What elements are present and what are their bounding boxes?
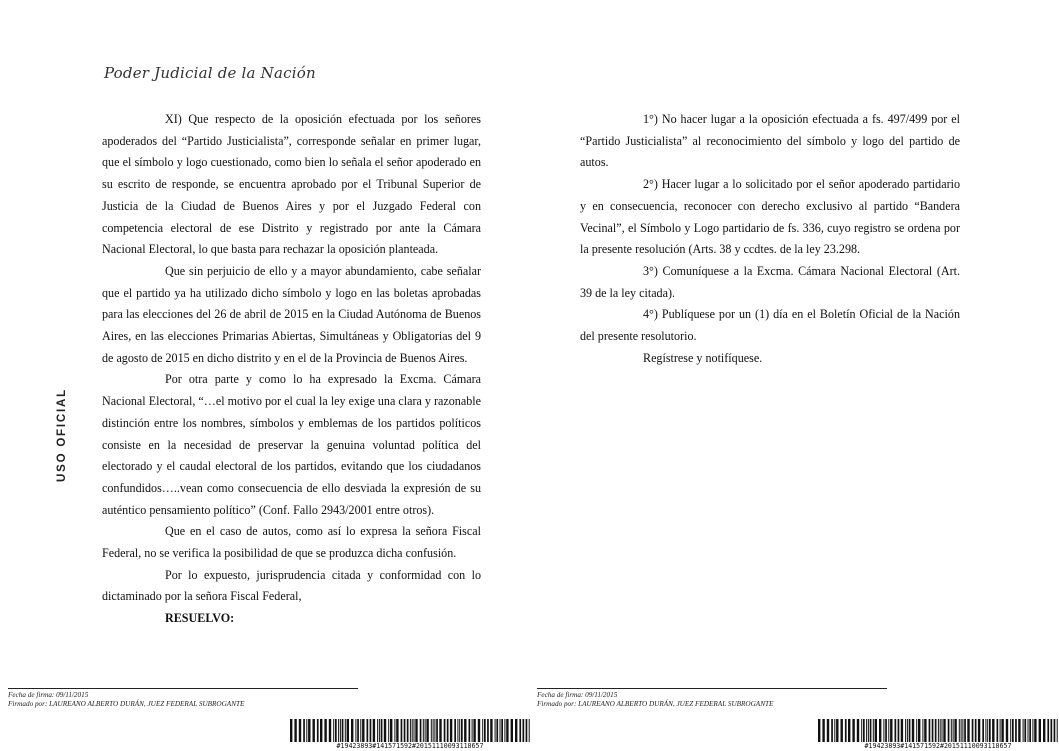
barcode-stripe [1039, 719, 1041, 742]
barcode-stripe [890, 719, 892, 742]
barcode-stripe [434, 719, 435, 742]
barcode-stripe [439, 719, 441, 742]
barcode-stripe [496, 719, 498, 742]
barcode-stripe [335, 719, 337, 742]
barcode-stripe [1054, 719, 1056, 742]
barcode-stripe [929, 719, 931, 742]
signature-date: Fecha de firma: 09/11/2015 [8, 691, 89, 699]
barcode-stripe [329, 719, 331, 742]
barcode-stripe [515, 719, 517, 742]
barcode-stripe [469, 719, 471, 742]
barcode-stripe [845, 719, 847, 742]
barcode-stripe [450, 719, 452, 742]
barcode-stripe [529, 719, 530, 742]
barcode-text: #19423893#141571592#20151110093118657 [336, 742, 484, 750]
signature-footer-left [8, 688, 358, 708]
barcode-stripe [964, 719, 966, 742]
barcode-stripe [504, 719, 505, 742]
barcode-stripe [1000, 719, 1001, 742]
signature-date: Fecha de firma: 09/11/2015 [537, 691, 618, 699]
barcode-stripe [1047, 719, 1049, 742]
barcode-stripe [861, 719, 862, 742]
barcode-stripe [290, 719, 292, 742]
barcode-stripe [972, 719, 974, 742]
barcode-stripe [303, 719, 305, 742]
barcode-stripe [1051, 719, 1053, 742]
signature-signer: Firmado por: LAUREANO ALBERTO DURÁN, JUEZ FEDERAL SUBROGANTE [8, 699, 245, 708]
barcode-stripe [338, 719, 339, 742]
barcode-stripe [888, 719, 889, 742]
barcode-stripe [484, 719, 486, 742]
barcode-stripe [473, 719, 475, 742]
barcode-stripe [347, 719, 349, 742]
barcode-stripe [938, 719, 939, 742]
barcode-stripe [436, 719, 438, 742]
barcode-stripe [324, 719, 326, 742]
barcode-stripe [423, 719, 424, 742]
barcode-stripe [982, 719, 984, 742]
barcode-stripe [834, 719, 835, 742]
right-column [580, 109, 960, 369]
barcode-stripe [482, 719, 483, 742]
barcode-stripe [414, 719, 415, 742]
barcode-stripe [394, 719, 395, 742]
barcode-stripe [907, 719, 908, 742]
barcode-stripe [912, 719, 914, 742]
barcode-stripe [355, 719, 356, 742]
barcode-stripe [490, 719, 492, 742]
barcode-stripe [818, 719, 820, 742]
barcode-stripe [342, 719, 344, 742]
barcode-stripe [1006, 719, 1008, 742]
barcode-stripe [320, 719, 322, 742]
left-column [102, 109, 481, 630]
barcode-stripe [426, 719, 428, 742]
barcode-stripe [412, 719, 413, 742]
barcode-stripe [848, 719, 850, 742]
resolution-item-1: 1°) No hacer lugar a la oposición efectuada a fs. 497/499 por el “Partido Justicialista” al reconocimiento del símbolo y logo del partido de autos. [580, 112, 960, 170]
barcode-stripe [501, 719, 503, 742]
barcode-stripe [367, 719, 369, 742]
resolution-closing: Regístrese y notifíquese. [643, 350, 763, 365]
barcode-stripe [433, 719, 434, 742]
barcode-stripe [308, 719, 310, 742]
barcode-stripe [922, 719, 923, 742]
barcode-stripe [831, 719, 833, 742]
page-header-title: Poder Judicial de la Nación [104, 64, 316, 82]
barcode-stripe [519, 719, 521, 742]
barcode-stripe [1023, 719, 1024, 742]
barcode-stripe [487, 719, 489, 742]
barcode-stripe [895, 719, 897, 742]
barcode-stripe [975, 719, 977, 742]
barcode-stripe [953, 719, 954, 742]
barcode-bars [290, 719, 530, 742]
barcode-stripe [447, 719, 449, 742]
barcode-stripe [1057, 719, 1058, 742]
barcode-stripe [511, 719, 513, 742]
barcode-stripe [822, 719, 824, 742]
barcode-stripe [992, 719, 994, 742]
barcode-stripe [379, 719, 380, 742]
barcode-stripe [425, 719, 426, 742]
barcode-stripe [943, 719, 945, 742]
barcode-stripe [940, 719, 941, 742]
barcode-stripe [401, 719, 403, 742]
barcode-stripe [1018, 719, 1020, 742]
barcode-stripe [967, 719, 969, 742]
barcode-stripe [997, 719, 999, 742]
barcode-stripe [472, 719, 473, 742]
barcode-right [818, 719, 1058, 750]
barcode-stripe [377, 719, 378, 742]
barcode-stripe [935, 719, 937, 742]
barcode-stripe [868, 719, 869, 742]
barcode-stripe [457, 719, 458, 742]
barcode-stripe [506, 719, 508, 742]
barcode-stripe [390, 719, 392, 742]
paragraph-fiscal-opinion: Que en el caso de autos, como así lo expresa la señora Fiscal Federal, no se verifica la posibilidad de que se produzca dicha confusión. [102, 524, 481, 561]
barcode-stripe [1001, 719, 1003, 742]
barcode-stripe [951, 719, 952, 742]
barcode-stripe [1010, 719, 1011, 742]
barcode-stripe [866, 719, 867, 742]
barcode-stripe [478, 719, 480, 742]
barcode-stripe [373, 719, 375, 742]
barcode-stripe [357, 719, 359, 742]
barcode-stripe [916, 719, 917, 742]
barcode-stripe [942, 719, 943, 742]
barcode-stripe [863, 719, 865, 742]
barcode-stripe [410, 719, 411, 742]
barcode-stripe [313, 719, 315, 742]
barcode-stripe [1015, 719, 1017, 742]
barcode-stripe [857, 719, 859, 742]
barcode-bars [818, 719, 1058, 742]
barcode-stripe [959, 719, 960, 742]
barcode-stripe [294, 719, 296, 742]
barcode-stripe [978, 719, 980, 742]
signature-rule [8, 688, 358, 689]
paragraph-prior-use: Que sin perjuicio de ello y a mayor abundamiento, cabe señalar que el partido ya ha utilizado dicho símbolo y logo en las boletas aprobadas para las elecciones del 26 de abril de 2015 en la Ciudad Autónoma de Buenos Aires, en las elecciones Primarias Abiertas, Simultáneas y Obligatorias del 9 de agosto de 2015 en dicho distrito y en el de la Provincia de Buenos Aires. [102, 263, 481, 365]
barcode-stripe [495, 719, 496, 742]
barcode-stripe [898, 719, 900, 742]
barcode-stripe [306, 719, 307, 742]
barcode-stripe [1032, 719, 1033, 742]
barcode-stripe [985, 719, 986, 742]
barcode-stripe [360, 719, 361, 742]
barcode-stripe [827, 719, 829, 742]
barcode-stripe [879, 719, 881, 742]
barcode-stripe [954, 719, 956, 742]
signature-signer: Firmado por: LAUREANO ALBERTO DURÁN, JUEZ FEDERAL SUBROGANTE [537, 699, 774, 708]
barcode-stripe [1043, 719, 1045, 742]
barcode-stripe [444, 719, 446, 742]
barcode-stripe [299, 719, 301, 742]
paragraph-conclusion: Por lo expuesto, jurisprudencia citada y conformidad con lo dictaminado por la señora Fiscal Federal, [102, 567, 481, 604]
signature-rule [537, 688, 887, 689]
signature-footer-right [537, 688, 887, 708]
barcode-stripe [905, 719, 906, 742]
barcode-stripe [885, 719, 887, 742]
barcode-stripe [415, 719, 417, 742]
barcode-left [290, 719, 530, 750]
barcode-stripe [459, 719, 460, 742]
barcode-stripe [333, 719, 334, 742]
barcode-stripe [987, 719, 988, 742]
barcode-stripe [961, 719, 962, 742]
barcode-stripe [836, 719, 838, 742]
barcode-stripe [989, 719, 991, 742]
paragraph-xi: XI) Que respecto de la oposición efectuada por los señores apoderados del “Partido Justicialista”, corresponde señalar en primer lugar, que el símbolo y logo cuestionado, como bien lo señala el señor apoderado en su escrito de responde, se encuentra aprobado por el Tribunal Superior de Justicia de la Ciudad de Buenos Aires y por el Juzgado Federal con competencia electoral de ese Distrito y registrado por ante la Cámara Nacional Electoral, lo que basta para rechazar la oposición planteada. [102, 112, 481, 257]
paragraph-camara-quote: Por otra parte y como lo ha expresado la Excma. Cámara Nacional Electoral, “…el motivo por el cual la ley exige una clara y razonable distinción entre los nombres, símbolos y emblemas de los partidos políticos consiste en la necesidad de preservar la genuina voluntad política del electorado y el caudal electoral de los partidos, evitando que los ciudadanos confundidos…..vean como consecuencia de ello desviada la expresión de su auténtico pensamiento político” (Conf. Fallo 2943/2001 entre otros). [102, 372, 481, 517]
barcode-text: #19423893#141571592#20151110093118657 [864, 742, 1012, 750]
barcode-stripe [381, 719, 383, 742]
barcode-stripe [370, 719, 372, 742]
barcode-stripe [932, 719, 934, 742]
barcode-stripe [1012, 719, 1014, 742]
barcode-stripe [1034, 719, 1036, 742]
barcode-stripe [500, 719, 501, 742]
barcode-stripe [883, 719, 884, 742]
barcode-stripe [841, 719, 843, 742]
barcode-stripe [431, 719, 432, 742]
barcode-stripe [345, 719, 346, 742]
barcode-stripe [464, 719, 466, 742]
barcode-stripe [962, 719, 963, 742]
barcode-stripe [523, 719, 525, 742]
barcode-stripe [454, 719, 456, 742]
barcode-stripe [1029, 719, 1031, 742]
barcode-stripe [901, 719, 903, 742]
barcode-stripe [340, 719, 341, 742]
barcode-stripe [918, 719, 920, 742]
barcode-stripe [873, 719, 874, 742]
resuelvo-heading: RESUELVO: [165, 611, 235, 626]
resolution-item-3: 3°) Comuníquese a la Excma. Cámara Nacional Electoral (Art. 39 de la ley citada). [580, 263, 960, 300]
resolution-item-4: 4°) Publíquese por un (1) día en el Boletín Oficial de la Nación del presente resolutorio. [580, 307, 960, 344]
barcode-stripe [852, 719, 854, 742]
barcode-stripe [461, 719, 463, 742]
barcode-stripe [1024, 719, 1026, 742]
barcode-stripe [420, 719, 422, 742]
barcode-stripe [526, 719, 528, 742]
barcode-stripe [351, 719, 353, 742]
barcode-stripe [909, 719, 911, 742]
barcode-stripe [1028, 719, 1029, 742]
official-use-label: USO OFICIAL [56, 388, 68, 482]
barcode-stripe [396, 719, 398, 742]
barcode-stripe [875, 719, 877, 742]
barcode-stripe [870, 719, 872, 742]
barcode-stripe [924, 719, 926, 742]
barcode-stripe [384, 719, 386, 742]
barcode-stripe [317, 719, 319, 742]
barcode-stripe [948, 719, 950, 742]
barcode-stripe [388, 719, 389, 742]
barcode-stripe [362, 719, 364, 742]
resolution-item-2: 2°) Hacer lugar a lo solicitado por el señor apoderado partidario y en consecuencia, reconocer con derecho exclusivo al partido “Bandera Vecinal”, el Símbolo y Logo partidario de fs. 336, cuyo registro se ordena por la presente resolución (Arts. 38 y ccdtes. de la ley 23.298. [580, 177, 960, 257]
barcode-stripe [407, 719, 409, 742]
barcode-stripe [404, 719, 406, 742]
